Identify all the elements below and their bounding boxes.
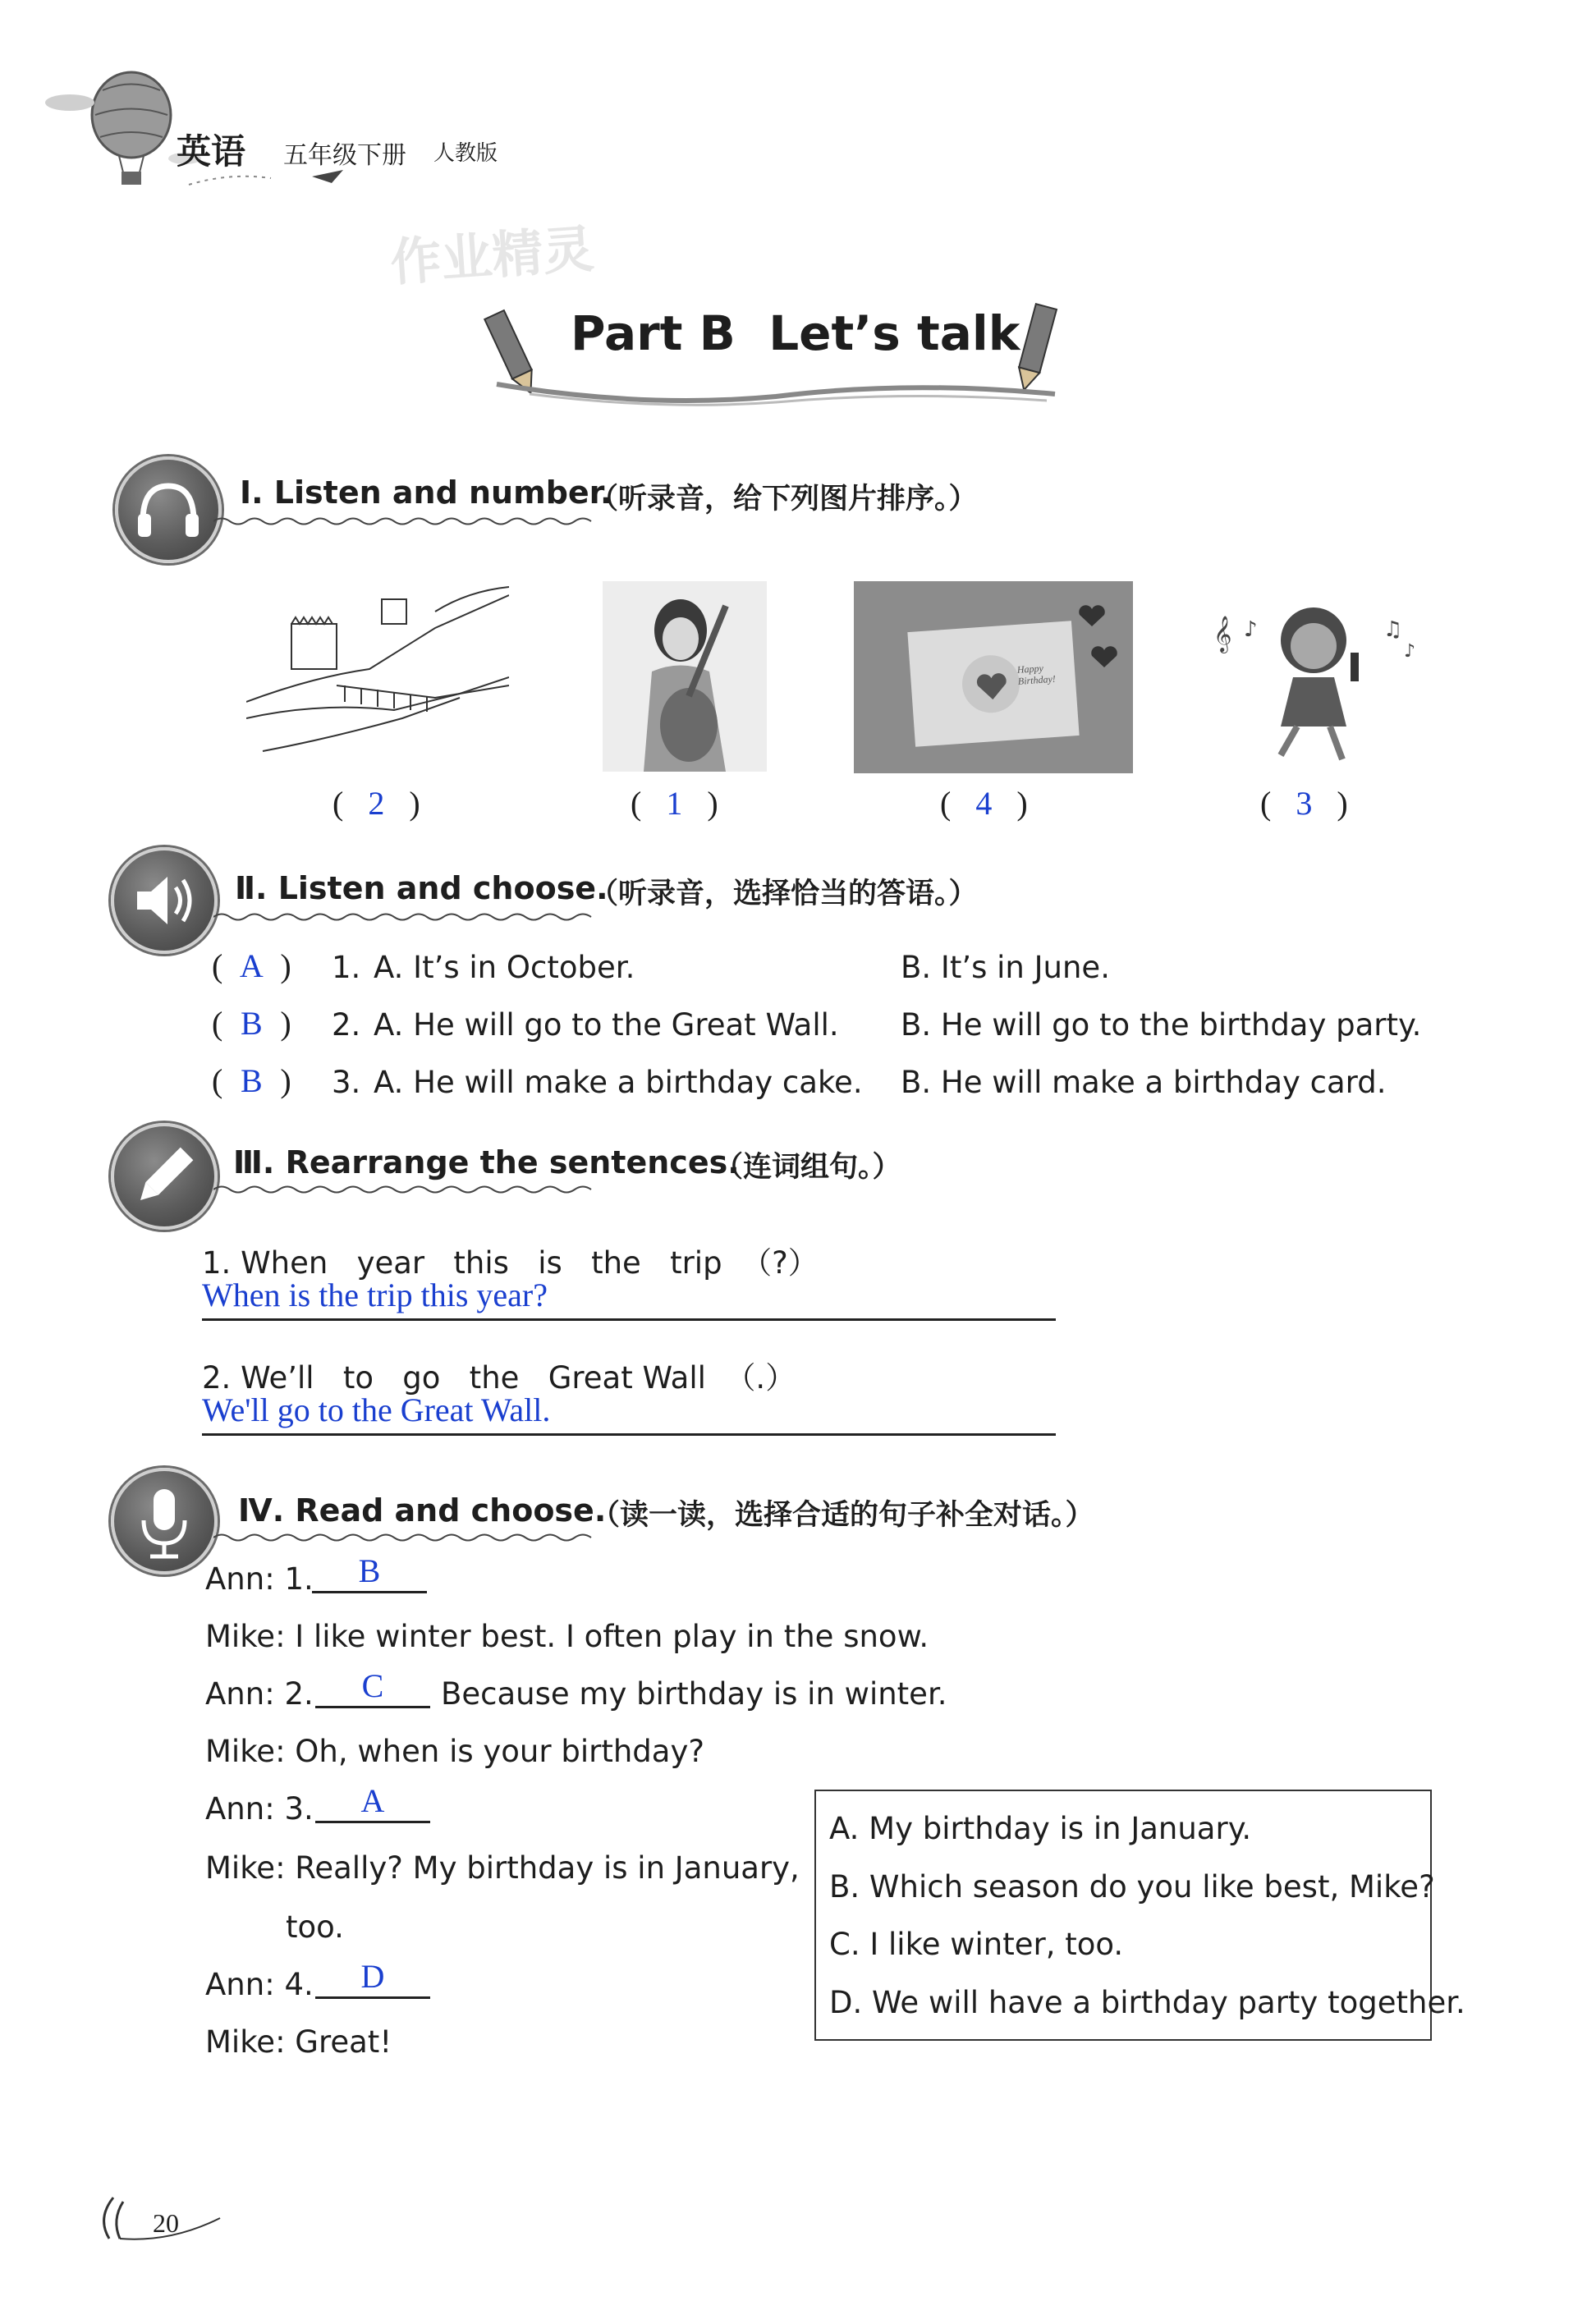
answer-line-1 xyxy=(202,1276,1056,1321)
answer-blank: ( A ) xyxy=(212,947,291,984)
dialogue-line: Ann: 2. xyxy=(205,1676,314,1712)
option-b: B. It’s in June. xyxy=(901,950,1110,985)
dialogue-line: Mike: Oh, when is your birthday? xyxy=(205,1734,704,1769)
item-number: 2. xyxy=(332,1007,361,1043)
section-3-instruction: （连词组句。） xyxy=(714,1151,901,1184)
watermark: 作业精灵 xyxy=(388,218,596,293)
rearrange-answer-1: When is the trip this year? xyxy=(202,1277,548,1313)
dialogue-line: Mike: Really? My birthday is in January, xyxy=(205,1850,800,1886)
wavy-underline xyxy=(213,1532,599,1543)
answer-blank-2 xyxy=(315,1666,430,1708)
answer-blank: ( B ) xyxy=(212,1005,291,1042)
svg-text:𝄞: 𝄞 xyxy=(1213,616,1232,652)
pencil-icon xyxy=(111,1123,218,1230)
pipa-girl-picture xyxy=(603,581,767,772)
option-b: B. He will go to the birthday party. xyxy=(901,1007,1422,1043)
choice-answer: B xyxy=(240,1062,263,1099)
number-answer: 1 xyxy=(666,785,683,822)
option-b: B. He will make a birthday card. xyxy=(901,1065,1387,1100)
section-4-title: Ⅳ. Read and choose. xyxy=(238,1492,607,1529)
option-item: A. My birthday is in January. xyxy=(829,1811,1252,1846)
dialogue-answer: B xyxy=(358,1552,381,1589)
headphones-icon xyxy=(115,456,222,563)
page-number: 20 xyxy=(153,2208,179,2238)
great-wall-picture xyxy=(246,579,509,768)
options-box xyxy=(814,1790,1465,2041)
dialogue-answer: D xyxy=(360,1958,385,1995)
item-number: 3. xyxy=(332,1065,361,1100)
wavy-underline xyxy=(213,516,599,527)
answer-line-2 xyxy=(202,1391,1056,1436)
dialogue-line: Ann: 3. xyxy=(205,1791,314,1827)
answer-blank-3 xyxy=(315,1781,430,1823)
section-3-title: Ⅲ. Rearrange the sentences. xyxy=(233,1144,740,1180)
option-a: A. He will go to the Great Wall. xyxy=(374,1007,839,1043)
number-blank-4: ( 3 ) xyxy=(1260,785,1348,822)
section-1-instruction: （听录音，给下列图片排序。） xyxy=(589,483,978,516)
svg-text:♪: ♪ xyxy=(1404,641,1416,662)
hot-air-balloon-icon xyxy=(41,62,287,201)
section-1-title: Ⅰ. Listen and number. xyxy=(240,474,612,511)
grade-label: 五年级下册 xyxy=(283,141,406,170)
card-text: Happy Birthday! xyxy=(1016,662,1057,687)
dialogue-line: Ann: 1. xyxy=(205,1561,314,1597)
answer-blank-4 xyxy=(315,1957,430,1999)
wavy-underline xyxy=(213,1184,599,1195)
birthday-card-picture xyxy=(854,581,1133,773)
paper-plane-icon xyxy=(312,168,345,185)
dialogue-answer: A xyxy=(360,1782,385,1819)
number-answer: 2 xyxy=(368,785,385,822)
wavy-underline xyxy=(213,911,599,923)
item-number: 1. xyxy=(332,950,361,985)
microphone-icon xyxy=(111,1468,218,1574)
rearrange-prompt-2: 2. We’ll to go the Great Wall （.） xyxy=(202,1360,796,1396)
heart-icon xyxy=(1075,602,1125,676)
option-item: B. Which season do you like best, Mike? xyxy=(829,1869,1435,1905)
rearrange-answer-2: We'll go to the Great Wall. xyxy=(202,1391,551,1428)
speaker-icon xyxy=(111,847,218,954)
number-answer: 3 xyxy=(1296,785,1313,822)
heart-icon xyxy=(975,671,1009,703)
number-blank-2: ( 1 ) xyxy=(631,785,718,822)
number-blank-3: ( 4 ) xyxy=(940,785,1028,822)
number-answer: 4 xyxy=(975,785,993,822)
number-blank-1: ( 2 ) xyxy=(332,785,420,822)
option-item: C. I like winter, too. xyxy=(829,1927,1124,1962)
section-2-title: Ⅱ. Listen and choose. xyxy=(235,870,608,906)
rearrange-prompt-1: 1. When year this is the trip （?） xyxy=(202,1245,819,1281)
answer-blank-1 xyxy=(312,1552,427,1593)
subject-label: 英语 xyxy=(177,131,246,172)
dialogue-line: Because my birthday is in winter. xyxy=(441,1676,947,1712)
choice-answer: B xyxy=(240,1005,263,1042)
option-a: A. It’s in October. xyxy=(374,950,635,985)
svg-text:♫: ♫ xyxy=(1383,617,1403,642)
singing-girl-picture xyxy=(1207,595,1429,768)
choice-answer: A xyxy=(239,947,264,984)
section-2-instruction: （听录音，选择恰当的答语。） xyxy=(589,878,978,910)
dialogue-line: Mike: I like winter best. I often play in the snow. xyxy=(205,1619,929,1654)
svg-text:♪: ♪ xyxy=(1244,617,1258,642)
answer-blank: ( B ) xyxy=(212,1062,291,1099)
option-a: A. He will make a birthday cake. xyxy=(374,1065,863,1100)
edition-label: 人教版 xyxy=(433,141,498,166)
dialogue-line: Ann: 4. xyxy=(205,1967,314,2002)
part-title: Part B Let’s talk xyxy=(571,305,1020,361)
option-item: D. We will have a birthday party together. xyxy=(829,1985,1465,2020)
dialogue-line: Mike: Great! xyxy=(205,2024,392,2060)
section-4-instruction: （读一读，选择合适的句子补全对话。） xyxy=(591,1499,1094,1532)
dialogue-answer: C xyxy=(361,1667,384,1704)
dialogue-line: too. xyxy=(286,1909,344,1945)
